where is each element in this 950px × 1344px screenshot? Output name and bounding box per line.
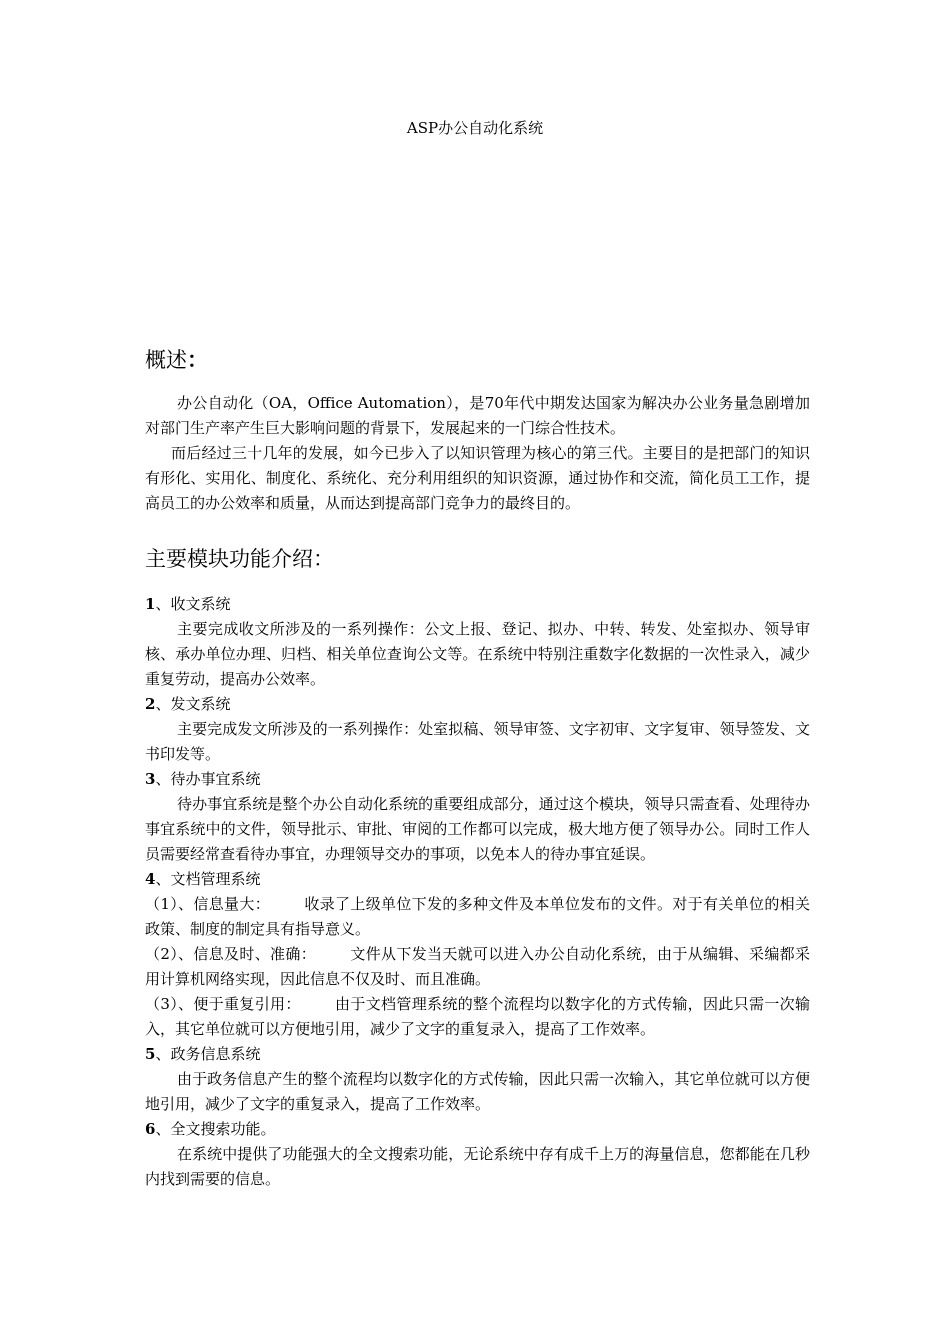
document-title: ASP办公自动化系统: [406, 119, 544, 137]
sub-text: 文件从下发当天就可以进入办公自动化系统，由于从编辑、采编都采用计算机网络实现，因此信息不仅及时、而且准确。: [145, 945, 810, 988]
sub-text: 由于文档管理系统的整个流程均以数字化的方式传输，因此只需一次输入，其它单位就可以方便地引用，减少了文字的重复录入，提高了工作效率。: [145, 995, 810, 1038]
module-number: 1: [145, 595, 156, 613]
module-4-title: [145, 867, 810, 892]
module-4-sub-1: [145, 892, 810, 942]
module-5-title: [145, 1042, 810, 1067]
module-4-sub-2: [145, 942, 810, 992]
module-3-title: [145, 767, 810, 792]
module-3-text: 待办事宜系统是整个办公自动化系统的重要组成部分，通过这个模块，领导只需查看、处理待办事宜系统中的文件，领导批示、审批、审阅的工作都可以完成，极大地方便了领导办公。同时工作人员需要经常查看待办事宜，办理领导交办的事项，以免本人的待办事宜延误。: [145, 795, 810, 863]
sub-label: （1）、信息量大：: [145, 895, 271, 913]
overview-heading-text: 概述: [145, 348, 187, 372]
module-number: 3: [145, 770, 156, 788]
module-title-text: 、文档管理系统: [155, 870, 261, 888]
sub-label: （2）、信息及时、准确：: [145, 945, 317, 963]
overview-heading: [145, 345, 810, 375]
modules-heading: 主要模块功能介绍：: [145, 547, 334, 571]
module-2-text: 主要完成发文所涉及的一系列操作：处室拟稿、领导审签、文字初审、文字复审、领导签发、文书印发等。: [145, 720, 810, 763]
module-6-title: [145, 1117, 810, 1142]
spacer: [145, 574, 810, 592]
module-1-text: 主要完成收文所涉及的一系列操作：公文上报、登记、拟办、中转、转发、处室拟办、领导审核、承办单位办理、归档、相关单位查询公文等。在系统中特别注重数字化数据的一次性录入，减少重复劳动，提高办公效率。: [145, 620, 810, 688]
module-title-text: 、政务信息系统: [155, 1045, 261, 1063]
module-2-title: [145, 692, 810, 717]
sub-label: （3）、便于重复引用：: [145, 995, 301, 1013]
module-title-text: 、收文系统: [155, 595, 231, 613]
module-title-text: 、发文系统: [155, 695, 231, 713]
module-title-text: 、待办事宜系统: [155, 770, 261, 788]
module-1-title: [145, 592, 810, 617]
module-number: 4: [145, 870, 156, 888]
overview-paragraph-2: 而后经过三十几年的发展，如今已步入了以知识管理为核心的第三代。主要目的是把部门的知识有形化、实用化、制度化、系统化、充分利用组织的知识资源，通过协作和交流，简化员工工作，提高员工的办公效率和质量，从而达到提高部门竞争力的最终目的。: [145, 444, 810, 512]
document-body: [145, 345, 810, 1192]
spacer: [145, 516, 810, 544]
overview-paragraph-1: 办公自动化（OA，Office Automation），是70年代中期发达国家为解决办公业务量急剧增加对部门生产率产生巨大影响问题的背景下，发展起来的一门综合性技术。: [145, 394, 810, 437]
overview-heading-colon: ：: [187, 347, 208, 372]
module-number: 6: [145, 1120, 156, 1138]
module-number: 5: [145, 1045, 156, 1063]
sub-text: 收录了上级单位下发的多种文件及本单位发布的文件。对于有关单位的相关政策、制度的制定具有指导意义。: [145, 895, 810, 938]
spacer: [145, 375, 810, 391]
module-number: 2: [145, 695, 156, 713]
module-4-sub-3: [145, 992, 810, 1042]
module-6-text: 在系统中提供了功能强大的全文搜索功能，无论系统中存有成千上万的海量信息，您都能在几秒内找到需要的信息。: [145, 1145, 810, 1188]
module-title-text: 、全文搜索功能。: [155, 1120, 276, 1138]
module-5-text: 由于政务信息产生的整个流程均以数字化的方式传输，因此只需一次输入，其它单位就可以方便地引用，减少了文字的重复录入，提高了工作效率。: [145, 1070, 810, 1113]
